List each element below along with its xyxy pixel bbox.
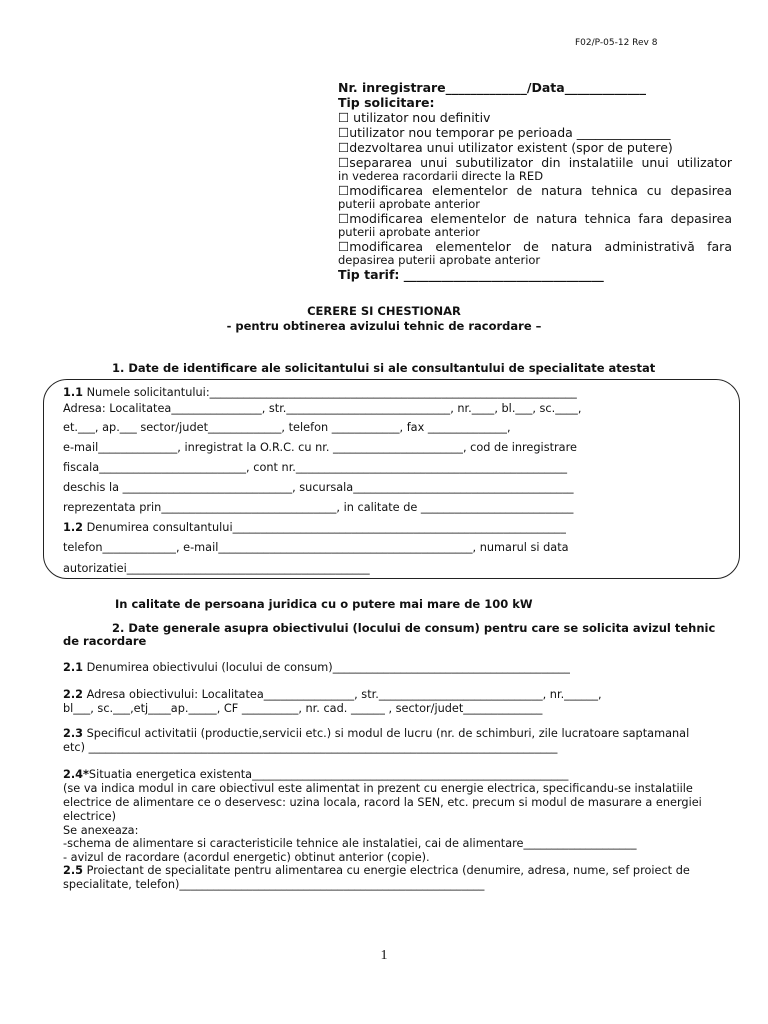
energy-situation-note-1: (se va indica modul in care obiectivul este alimentat in prezent cu energie electrica, specificandu-se instalatiile [63,782,693,795]
option-power-increase: ☐dezvoltarea unui utilizator existent (spor de putere) [338,140,673,155]
objective-address-line[interactable]: 2.2 Adresa obiectivului: Localitatea________________, str._____________________________, nr.______, [63,688,602,701]
fiscal-line[interactable]: fiscala__________________________, cont nr.________________________________________________ [63,461,568,474]
orc-line[interactable]: e-mail______________, inregistrat la O.R.C. cu nr. _______________________, cod de inregistrare [63,441,577,454]
consultant-contact-line[interactable]: telefon_____________, e-mail_____________________________________________, numarul si data [63,541,569,554]
option-new-temporary: ☐utilizator nou temporar pe perioada _______________ [338,125,671,140]
energy-situation-note-2: electrice de alimentare ce o deservesc: uzina locala, racord la SEN, etc. precum si modul de masurare a energiei [63,796,702,809]
tariff-line: Tip tarif: ________________________________ [338,267,604,282]
section2-heading: 2. Date generale asupra obiectivului (locului de consum) pentru care se solicita avizul tehnic [112,621,716,635]
option-administrative: ☐modificarea elementelor de natura administrativă fara [338,239,732,254]
contact-line[interactable]: et.___, ap.___ sector/judet_____________, telefon ____________, fax ______________, [63,421,511,434]
address-line[interactable]: Adresa: Localitatea________________, str._____________________________, nr.____, bl.___, sc.____, [63,402,582,415]
option-new-definitive: ☐ utilizator nou definitiv [338,110,491,125]
designer-line-2[interactable]: specialitate, telefon)______________________________________________________ [63,878,485,891]
energy-situation-line[interactable]: 2.4*Situatia energetica existenta________________________________________________________ [63,768,569,781]
authorization-line[interactable]: autorizatiei___________________________________________ [63,562,370,575]
option-separation-cont: in vederea racordarii directe la RED [338,169,544,183]
section2-heading-cont: de racordare [63,634,147,648]
option-tech-without-increase-cont: puterii aprobate anterior [338,225,480,239]
page-number: 1 [380,948,388,963]
activity-line[interactable]: 2.3 Specificul activitatii (productie,servicii etc.) si modul de lucru (nr. de schimburi, zile lucratoare saptamanal [63,727,690,740]
annex-approval-line: - avizul de racordare (acordul energetic) obtinut anterior (copie). [63,851,430,864]
annex-label: Se anexeaza: [63,824,139,837]
option-tech-without-increase: ☐modificarea elementelor de natura tehnica fara depasirea [338,211,732,226]
legal-entity-note: In calitate de persoana juridica cu o putere mai mare de 100 kW [115,597,533,611]
designer-line[interactable]: 2.5 Proiectant de specialitate pentru alimentarea cu energie electrica (denumire, adresa, nume, sef proiect de [63,864,690,877]
annex-scheme-line[interactable]: -schema de alimentare si caracteristicile tehnice ale instalatiei, cai de alimentare____________________ [63,837,637,850]
request-type-label: Tip solicitare: [338,95,435,110]
form-reference: F02/P-05-12 Rev 8 [575,38,658,48]
document-subtitle: - pentru obtinerea avizului tehnic de racordare – [226,319,542,333]
option-separation: ☐separarea unui subutilizator din instalatiile unui utilizator [338,155,732,170]
consultant-name-line[interactable]: 1.2 Denumirea consultantului___________________________________________________________ [63,521,566,534]
section1-heading: 1. Date de identificare ale solicitantului si ale consultantului de specialitate atestat [112,361,656,375]
document-title: CERERE SI CHESTIONAR [307,304,461,318]
representative-line[interactable]: reprezentata prin_______________________________, in calitate de ___________________________ [63,501,574,514]
option-tech-with-increase-cont: puterii aprobate anterior [338,197,480,211]
request-header [338,80,732,282]
option-administrative-cont: depasirea puterii aprobate anterior [338,253,541,267]
registration-line: Nr. inregistrare_____________/Data_____________ [338,80,646,95]
bank-line[interactable]: deschis la ______________________________, sucursala_______________________________________ [63,481,574,494]
applicant-name-line[interactable]: 1.1 Numele solicitantului:_________________________________________________________________ [63,386,577,399]
option-tech-with-increase: ☐modificarea elementelor de natura tehnica cu depasirea [338,183,732,198]
objective-address-line-2[interactable]: bl___, sc.___,etj____ap._____, CF __________, nr. cad. ______ , sector/judet______________ [63,702,543,715]
activity-line-2[interactable]: etc) ___________________________________________________________________________________ [63,741,558,754]
objective-name-line[interactable]: 2.1 Denumirea obiectivului (locului de consum)__________________________________________ [63,661,570,674]
energy-situation-note-3: electrice) [63,810,117,823]
